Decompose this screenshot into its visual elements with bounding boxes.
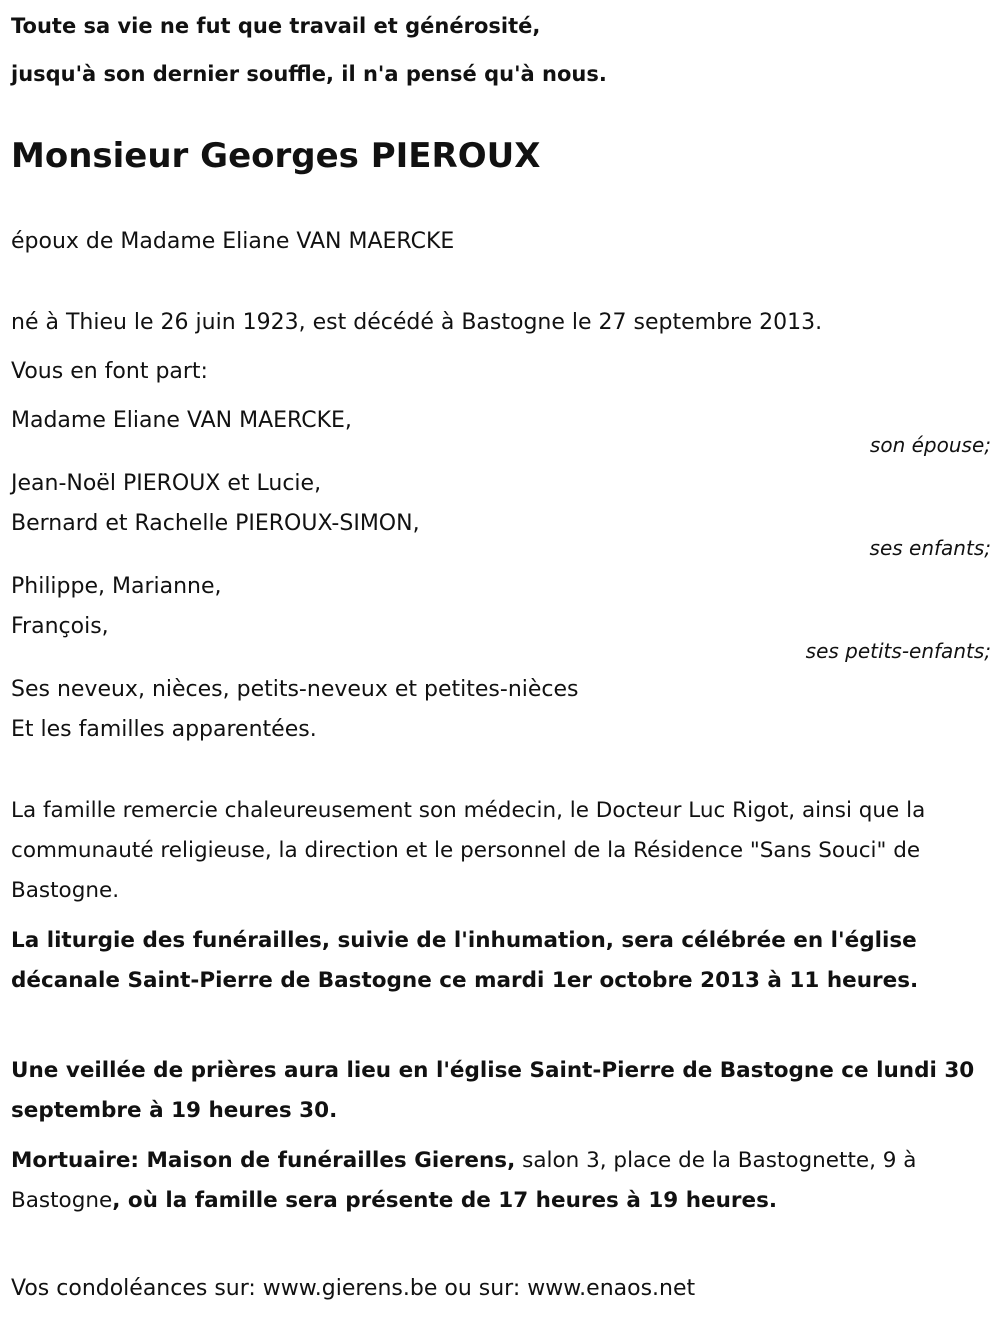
spouse-role: son épouse;	[869, 433, 991, 457]
funeral-paragraph: La liturgie des funérailles, suivie de l'inhumation, sera célébrée en l'église décanale Saint-Pierre de Bastogne ce mardi 1er octobre 2013 à 11 heures.	[11, 928, 919, 993]
thanks-paragraph: La famille remercie chaleureusement son médecin, le Docteur Luc Rigot, ainsi que la communauté religieuse, la direction et le personnel de la Résidence "Sans Souci" de Bastogne.	[11, 798, 926, 903]
vigil-paragraph: Une veillée de prières aura lieu en l'église Saint-Pierre de Bastogne ce lundi 30 septembre à 19 heures 30.	[11, 1058, 975, 1123]
quote-line-2: jusqu'à son dernier souffle, il n'a pensé qu'à nous.	[11, 62, 607, 86]
quote-line-1: Toute sa vie ne fut que travail et générosité,	[11, 14, 541, 38]
birth-death-line: né à Thieu le 26 juin 1923, est décédé à Bastogne le 27 septembre 2013.	[11, 310, 823, 335]
grandchild-name: François,	[11, 614, 109, 639]
deceased-name: Monsieur Georges PIEROUX	[11, 136, 541, 176]
mortuary-paragraph	[11, 1141, 991, 1221]
condolences-line: Vos condoléances sur: www.gierens.be ou sur: www.enaos.net	[11, 1276, 696, 1301]
child-name: Jean-Noël PIEROUX et Lucie,	[11, 471, 322, 496]
spouse-line: époux de Madame Eliane VAN MAERCKE	[11, 229, 455, 254]
grandchild-name: Philippe, Marianne,	[11, 574, 222, 599]
child-name: Bernard et Rachelle PIEROUX-SIMON,	[11, 511, 420, 536]
mortuary-venue: Mortuaire: Maison de funérailles Gierens,	[11, 1148, 516, 1173]
mortuary-address: salon 3, place de la Bastognette, 9 à Bastogne	[11, 1148, 917, 1213]
announcement-intro: Vous en font part:	[11, 359, 208, 384]
children-role: ses enfants;	[869, 536, 991, 560]
other-relatives: Et les familles apparentées.	[11, 717, 317, 742]
mortuary-visiting-hours: , où la famille sera présente de 17 heures à 19 heures.	[112, 1188, 778, 1213]
grandchildren-role: ses petits-enfants;	[805, 639, 991, 663]
other-relatives: Ses neveux, nièces, petits-neveux et petites-nièces	[11, 677, 579, 702]
spouse-name: Madame Eliane VAN MAERCKE,	[11, 408, 352, 433]
